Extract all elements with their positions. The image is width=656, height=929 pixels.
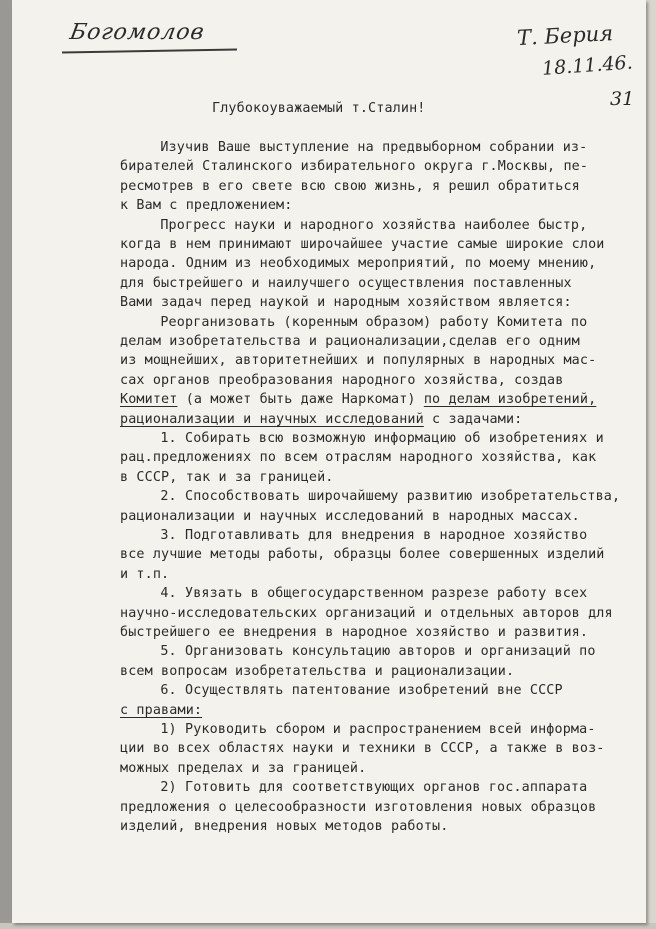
letter-line: делам изобретательства и рационализации,сделав его одним [120,334,580,349]
handwritten-resolution: Т. Берия [516,21,614,51]
letter-line [120,410,522,429]
letter-line: в СССР, так и за границей. [120,469,334,485]
letter-line: из мощнейших, авторитетнейших и популярных в народных мас- [120,353,597,369]
handwritten-name: Богомолов [67,20,207,45]
letter-line: для быстрейшего и наилучшего осуществления поставленных [120,275,572,291]
letter-line: 2) Готовить для соответствующих органов гос.аппарата [160,780,588,796]
document-page [12,0,646,923]
letter-line: 2. Способствовать широчайшему развитию изобретательства, [160,489,621,505]
letter-line: народа. Одним из необходимых мероприятий, по моему мнению, [120,256,597,272]
letter-line [120,390,596,409]
letter-line: 6. Осуществлять патентование изобретений вне СССР [160,683,563,699]
letter-line: рац.предложениях по всем отраслям народного хозяйства, как [120,450,597,466]
letter-salutation: Глубокоуважаемый т.Сталин! [212,101,426,116]
line-text: с задачами: [423,411,523,427]
letter-line: Вами задач перед наукой и народным хозяйством является: [120,295,572,311]
letter-line: 4. Увязать в общегосударственном разрезе работу всех [160,586,588,602]
letter-line: всем вопросам изобретательства и рационализации. [120,663,515,679]
folio-number: 31 [610,88,635,110]
sheet-edge-bottom [0,923,656,929]
letter-body [120,138,650,858]
letter-line: 1. Собирать всю возможную информацию об изобретениях и [160,431,604,446]
underlined-text: по делам изобретений, [423,392,597,408]
letter-line: быстрейшего ее внедрения в народное хозяйство и развития. [120,625,589,640]
underlined-text: с правами: [120,702,203,718]
letter-line: можных пределах и за границей. [120,760,367,776]
letter-line: сах органов преобразования народного хозяйства, создав [120,372,564,388]
letter-line: 5. Организовать консультацию авторов и организаций по [160,644,596,660]
letter-line: 1) Руководить сбором и распространением всей информа- [160,722,596,737]
handwritten-date: 18.11.46. [541,51,634,80]
letter-line: научно-исследовательских организаций и отдельных авторов для [120,605,613,621]
underlined-text: Комитет [120,392,178,408]
letter-line: Реорганизовать (коренным образом) работу Комитета по [160,314,588,330]
underlined-text: рационализации и научных исследований [120,411,424,427]
letter-line: рационализации и научных исследований в народных массах. [120,508,580,524]
letter-line: Изучив Ваше выступление на предвыборном собрании из- [160,140,588,155]
letter-line: когда в нем принимают широчайшее участие самые широкие слои [120,237,605,252]
letter-line: ресмотрев в его свете всю свою жизнь, я решил обратиться [120,178,580,194]
letter-line: все лучшие методы работы, образцы более совершенных изделий [120,547,605,563]
letter-line: Прогресс науки и народного хозяйства наиболее быстр, [160,217,588,233]
letter-line: предложения о целесообразности изготовления новых образцов [120,799,597,815]
letter-line [120,701,202,720]
letter-line: 3. Подготавливать для внедрения в народное хозяйство [160,528,588,543]
letter-line: к Вам с предложением: [120,198,293,214]
line-text: (а может быть даже Наркомат) [177,392,424,408]
letter-line: изделий, внедрения новых методов работы. [120,819,449,834]
letter-line: и т.п. [120,566,170,582]
letter-line: бирателей Сталинского избирательного округа г.Москвы, пе- [120,159,589,175]
letter-line: ции во всех областях науки и техники в СССР, а также в воз- [120,741,605,757]
